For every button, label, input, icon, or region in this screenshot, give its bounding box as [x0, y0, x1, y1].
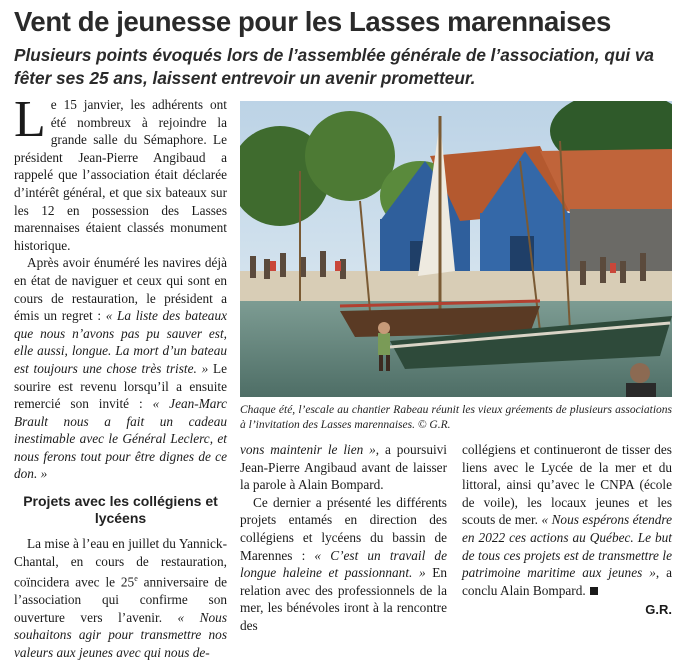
- column-1: [14, 91, 228, 662]
- end-mark-icon: [590, 587, 598, 595]
- paragraph: Après avoir énuméré les navires déjà en état de naviguer et ceux qui sont en cours de restauration, le président a émis un regret : « La liste des bateaux que nous n’avons pas pu sauver est, elle aussi, longue. La mort d’un bateau est toujours une chose très triste. » Le sourire est revenu lorsqu’il a ensuite remercié son invité : « Jean-Marc Brault nous a fait un cadeau inestimable avec le Général Leclerc, et nous ferons tout pour être dignes de ce don. »: [14, 255, 228, 482]
- lead-paragraph: Le 15 janvier, les adhérents ont été nombreux à rejoindre la grande salle du Sémaphore. Le président Jean-Pierre Angibaud a rappelé que l’association était déclarée d’intérêt général, et que six bateaux sur les 12 en possession des Lasses marennaises étaient classés monument historique.: [14, 91, 227, 253]
- drop-cap: L: [14, 91, 46, 148]
- author-signature: G.R.: [645, 602, 672, 618]
- headline: Vent de jeunesse pour les Lasses marennaises: [14, 6, 611, 37]
- column-2: [240, 441, 447, 635]
- section-subheading: Projets avec les collégiens et lycéens: [23, 493, 218, 527]
- paragraph: La mise à l’eau en juillet du Yannick-Chantal, en cours de restauration, coïncidera avec le 25e anniversaire de l’association qui confirme son ouverture vers l’avenir. « Nous souhaitons agir pour transmettre nos valeurs aux jeunes avec qui nous de-: [14, 536, 228, 661]
- paragraph: Ce dernier a présenté les différents projets entamés en direction des collégiens et lycéens du bassin de Marennes : « C’est un travail de longue haleine et passionnant. » En relation avec des professionnels de la mer, les bénévoles iront à la rencontre des: [240, 494, 447, 633]
- photo-caption: Chaque été, l’escale au chantier Rabeau réunit les vieux gréements de plusieurs associations à l’invitation des Lasses marennaises. © G.R.: [240, 404, 672, 431]
- paragraph: collégiens et continueront de tisser des liens avec le Lycée de la mer et du littoral, ainsi qu’avec le CNPA (école de voile), les locaux jeunes et les scouts de mer. « Nous espérons étendre en 2022 ces actions au Québec. Le but de tous ces projets est de transmettre le patrimoine maritime aux jeunes », a conclu Alain Bompard.: [462, 442, 673, 598]
- boats-photo-illustration: [240, 101, 672, 397]
- subtitle: Plusieurs points évoqués lors de l’assemblée générale de l’association, qui va fêter ses 25 ans, laissent entrevoir un avenir prometteur.: [14, 45, 654, 88]
- column-3: [462, 441, 672, 619]
- paragraph: vons maintenir le lien », a poursuivi Jean-Pierre Angibaud avant de laisser la parole à Alain Bompard.: [240, 442, 447, 493]
- article-photo: [240, 101, 672, 397]
